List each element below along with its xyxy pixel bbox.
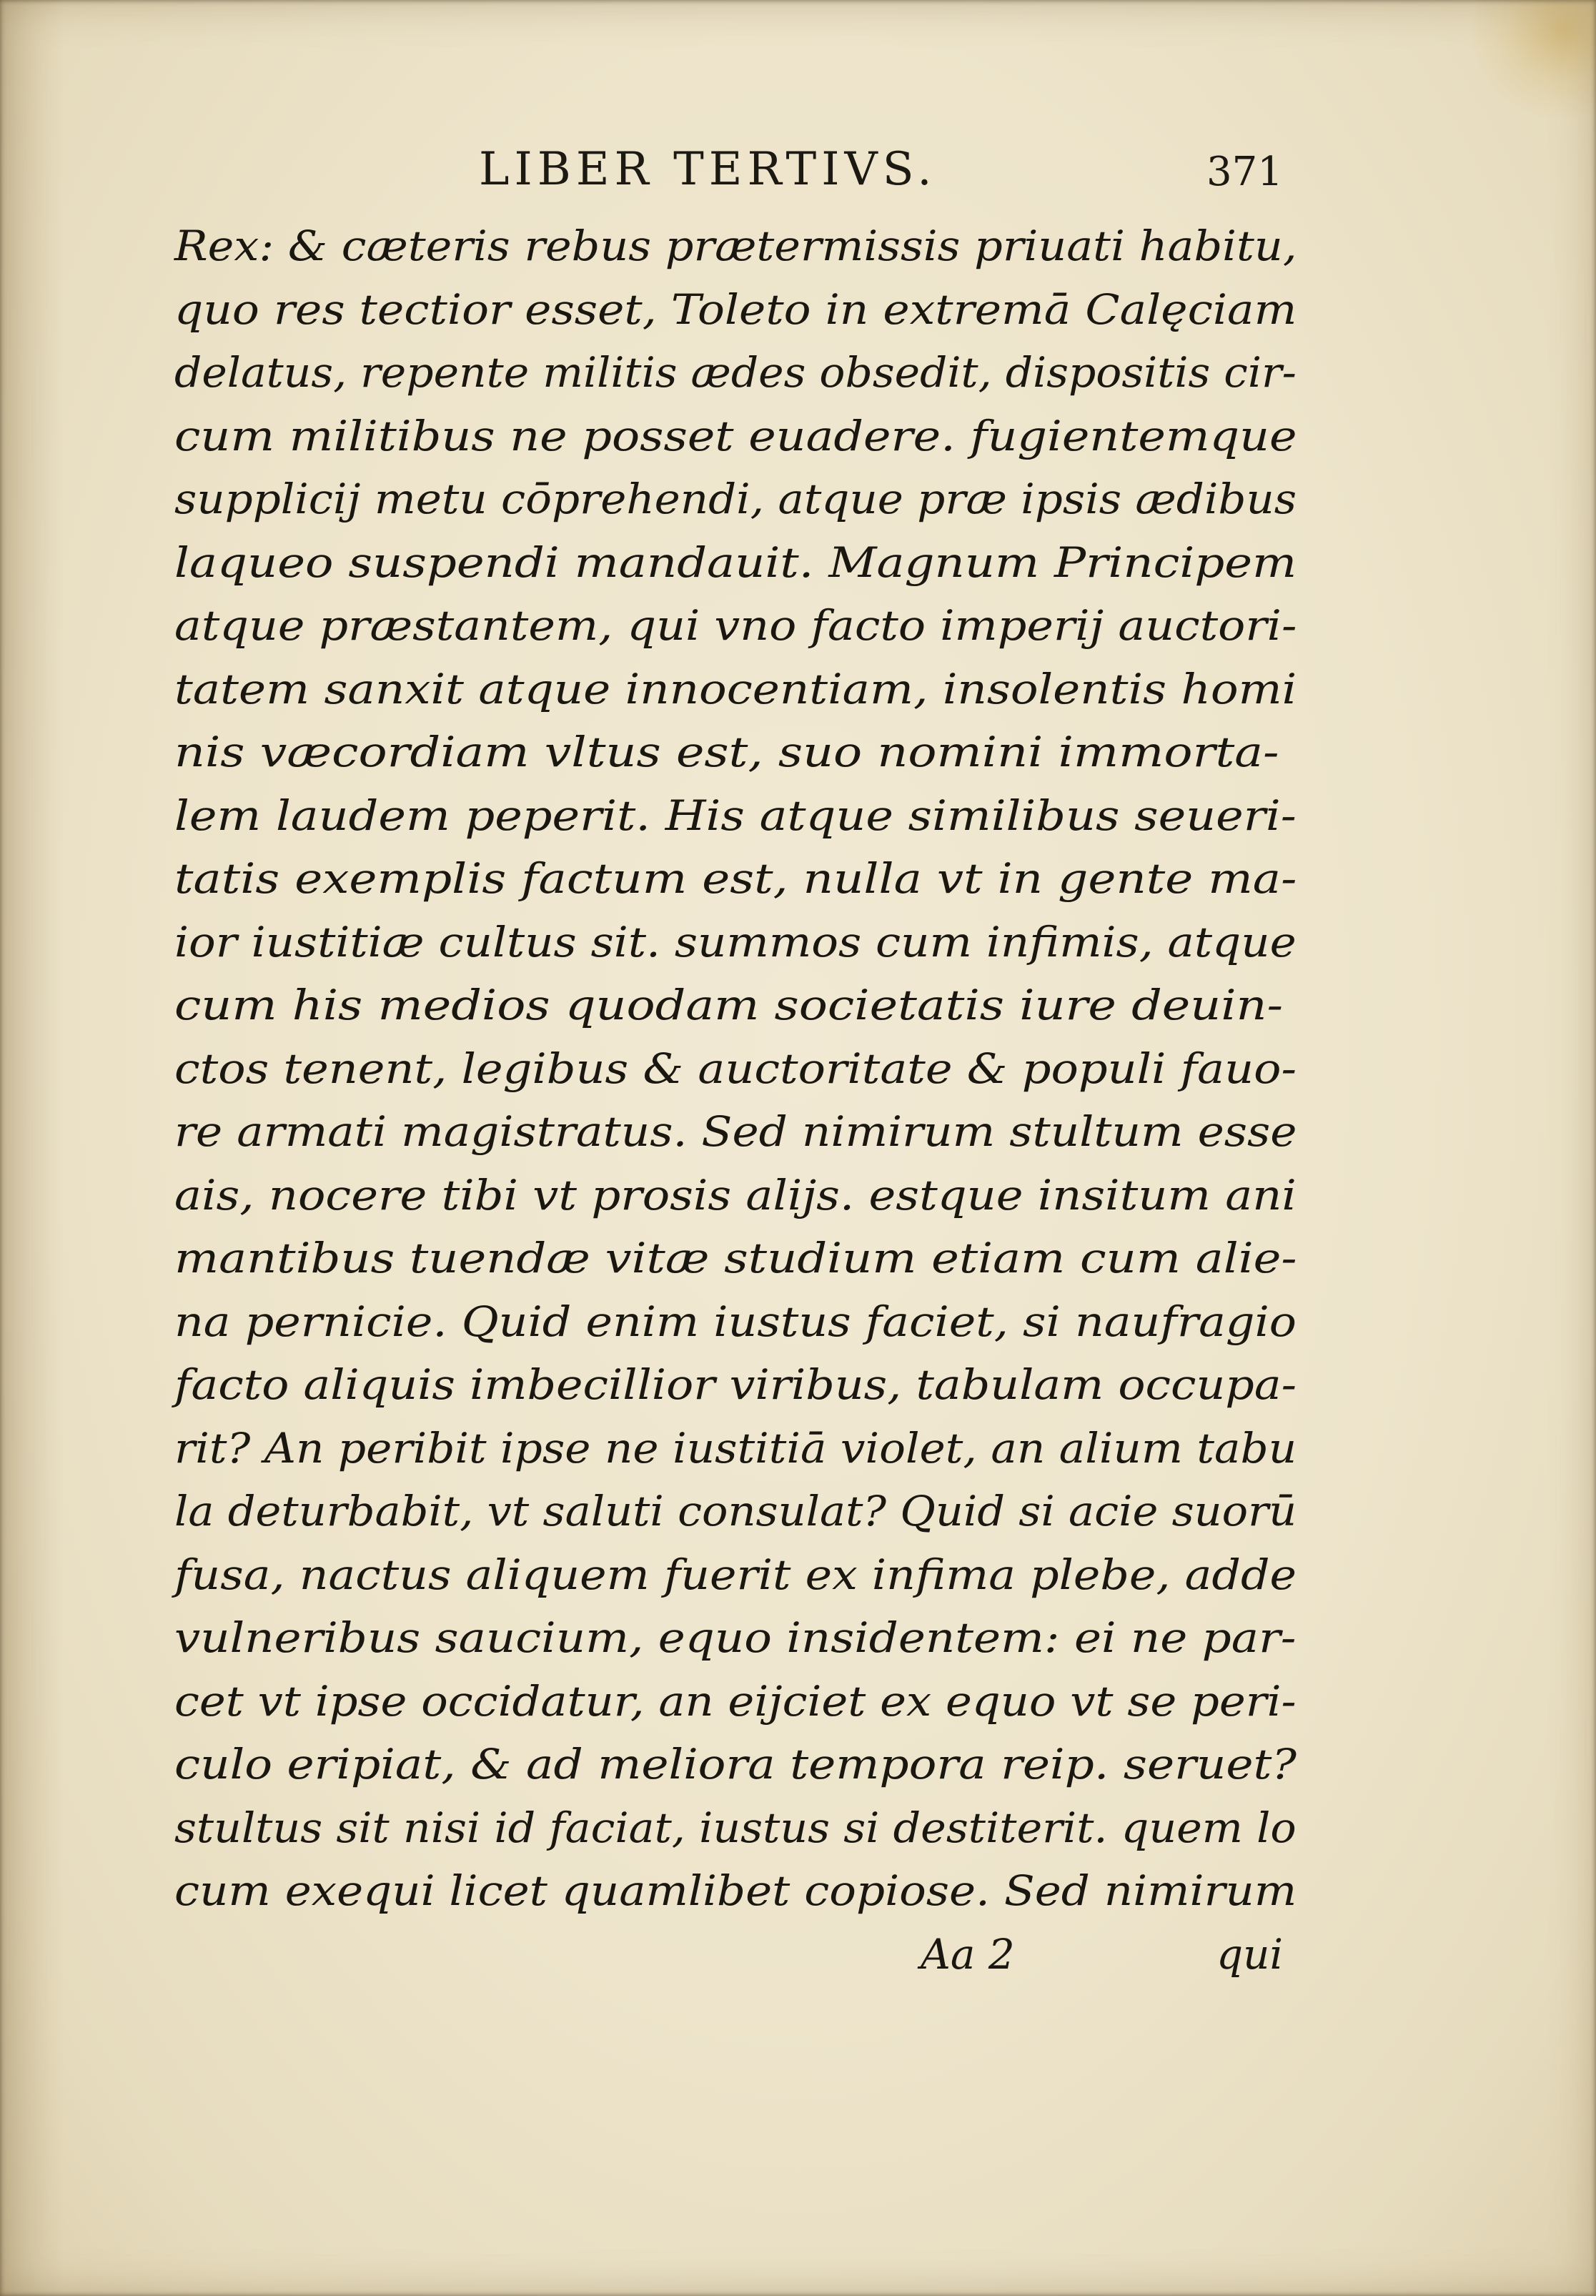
- text-line: cum his medios quodam societatis iure deuin-: [174, 981, 1284, 1029]
- text-line: la deturbabit, vt saluti consulat? Quid si acie suorū: [174, 1487, 1297, 1535]
- text-line: na pernicie. Quid enim iustus faciet, si naufragio: [174, 1297, 1297, 1346]
- text-line: tatis exemplis factum est, nulla vt in gente ma-: [174, 854, 1297, 903]
- text-line: facto aliquis imbecillior viribus, tabulam occupa-: [174, 1360, 1297, 1409]
- foxing-stain: [1467, 0, 1596, 122]
- text-line: ior iustitiæ cultus sit. summos cum infimis, atque: [174, 917, 1297, 966]
- text-line: mantibus tuendæ vitæ studium etiam cum alie-: [174, 1234, 1297, 1282]
- text-line: ctos tenent, legibus & auctoritate & populi fauo-: [174, 1044, 1297, 1093]
- signature-mark: Aa 2: [921, 1930, 1015, 1979]
- text-line: nis væcordiam vltus est, suo nomini immorta-: [174, 728, 1279, 776]
- text-line: laqueo suspendi mandauit. Magnum Principem: [174, 538, 1297, 587]
- gutter-shading: [0, 0, 64, 2296]
- text-line: cet vt ipse occidatur, an eijciet ex equo vt se peri-: [174, 1676, 1297, 1726]
- text-line: quo res tectior esset, Toleto in extremā Calęciam: [174, 284, 1297, 334]
- text-line: stultus sit nisi id faciat, iustus si destiterit. quem lo: [174, 1803, 1297, 1852]
- text-line: re armati magistratus. Sed nimirum stultum esse: [174, 1107, 1297, 1156]
- text-line: fusa, nactus aliquem fuerit ex infima plebe, adde: [174, 1550, 1297, 1599]
- text-block: [174, 214, 1297, 1923]
- text-line: supplicij metu cōprehendi, atque præ ipsis ædibus: [174, 475, 1297, 523]
- text-line: atque præstantem, qui vno facto imperij auctori-: [174, 601, 1297, 650]
- text-line: ais, nocere tibi vt prosis alijs. estque insitum ani: [174, 1170, 1297, 1219]
- text-line: cum militibus ne posset euadere. fugientemque: [174, 411, 1297, 460]
- text-line: Rex: & cæteris rebus prætermissis priuati habitu,: [174, 222, 1297, 270]
- catchword: qui: [1216, 1930, 1284, 1979]
- text-line: rit? An peribit ipse ne iustitiā violet, an alium tabu: [174, 1423, 1297, 1473]
- text-line: tatem sanxit atque innocentiam, insolentis homi: [174, 664, 1297, 713]
- text-line: culo eripiat, & ad meliora tempora reip. seruet?: [174, 1740, 1297, 1788]
- page-number: 371: [1206, 149, 1283, 195]
- text-line: cum exequi licet quamlibet copiose. Sed nimirum: [174, 1866, 1297, 1915]
- running-head: LIBER TERTIVS.: [479, 143, 937, 196]
- text-line: vulneribus saucium, equo insidentem: ei ne par-: [174, 1613, 1297, 1662]
- text-line: delatus, repente militis ædes obsedit, dispositis cir-: [174, 348, 1297, 397]
- text-line: lem laudem peperit. His atque similibus seueri-: [174, 791, 1297, 840]
